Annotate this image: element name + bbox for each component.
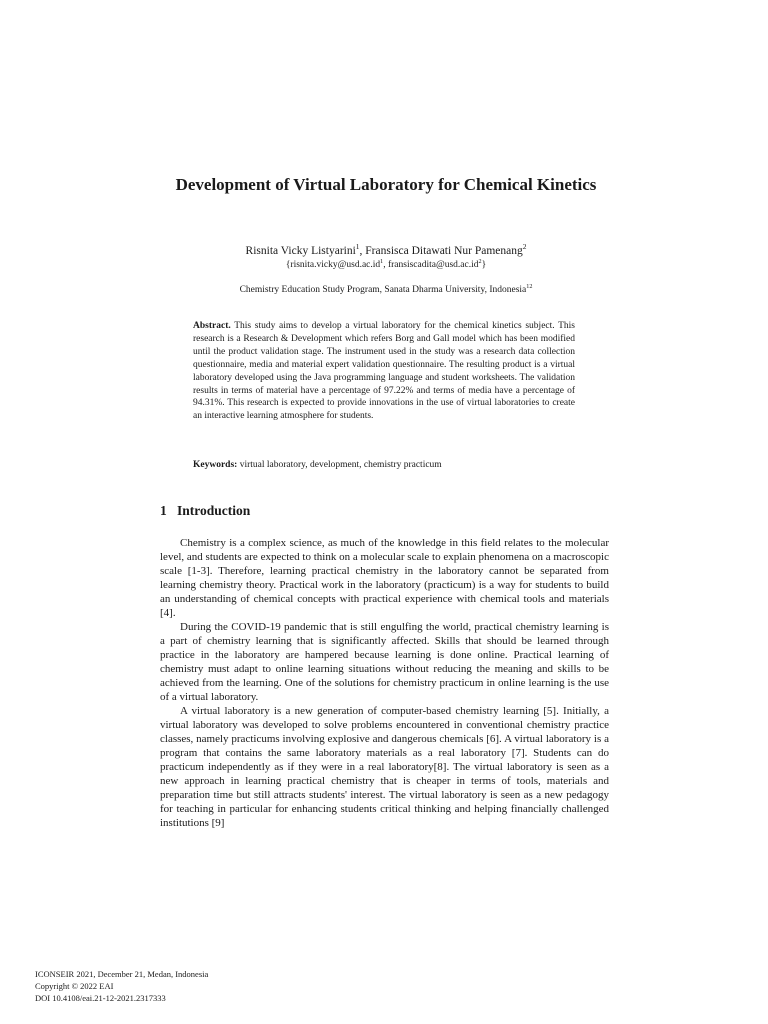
section-heading [160, 502, 250, 520]
footer-conference: ICONSEIR 2021, December 21, Medan, Indonesia [35, 969, 209, 979]
email-link[interactable]: fransiscadita@usd.ac.id [387, 260, 479, 270]
paper-title: Development of Virtual Laboratory for Chemical Kinetics [175, 175, 597, 194]
affiliation [160, 284, 612, 297]
footer-copyright: Copyright © 2022 EAI [35, 981, 114, 991]
author-separator: , [359, 245, 366, 257]
section-body [160, 536, 609, 830]
abstract-label: Abstract. [193, 321, 231, 331]
email-affiliation-mark: 2 [478, 258, 482, 265]
author-name: Risnita Vicky Listyarini [245, 245, 356, 257]
affiliation-text: Chemistry Education Study Program, Sanata Dharma University, Indonesia [239, 285, 527, 295]
author-emails [160, 259, 612, 272]
page-footer [35, 968, 208, 1004]
body-paragraph: A virtual laboratory is a new generation of computer-based chemistry learning [5]. Initially, a virtual laboratory was developed to solve problems encountered in conventional chemistry practice classes, namely practicums involving explosive and dangerous chemicals [6]. A virtual laboratory is a program that contains the same laboratory materials as a real laboratory [7]. Students can do practicum independently as if they were in a real laboratory[8]. The virtual laboratory is seen as a new approach in learning practical chemistry that is cheaper in terms of tools, materials and preparation time but still attracts students' interest. The virtual laboratory is seen as a new pedagogy for teaching in particular for enhancing students critical thinking and helping financially challenged institutions [9] [160, 705, 609, 829]
email-brace-close: } [481, 260, 487, 270]
author-affiliation-mark: 1 [355, 242, 360, 252]
body-paragraph: During the COVID-19 pandemic that is still engulfing the world, practical chemistry learning is a part of chemistry learning that is significantly affected. Skills that should be learned through practice in the laboratory are hampered because learning is done online. Practical learning of chemistry must adapt to online learning situations without reducing the meaning and skills to be achieved from the learning. One of the solutions for chemistry practicum in online learning is the use of a virtual laboratory. [160, 621, 609, 703]
abstract [193, 320, 575, 423]
email-brace-open: { [285, 260, 291, 270]
abstract-text: This study aims to develop a virtual laboratory for the chemical kinetics subject. This research is a Research & Development which refers Borg and Gall model which has been modified until the product validation stage. The instrument used in the study was a research data collection questionnaire, media and material expert validation questionnaire. The resulting product is a virtual laboratory developed using the Java programming language and student worksheets. The validation results in terms of material have a percentage of 97.22% and terms of media have a percentage of 94.31%. This research is expected to provide innovations in the use of virtual laboratories to create an interactive learning atmosphere for students. [193, 321, 575, 422]
author-affiliation-mark: 2 [522, 242, 527, 252]
email-separator: , [383, 260, 388, 270]
footer-doi: DOI 10.4108/eai.21-12-2021.2317333 [35, 993, 166, 1003]
keywords-text: virtual laboratory, development, chemistry practicum [239, 460, 442, 470]
body-paragraph: Chemistry is a complex science, as much of the knowledge in this field relates to the molecular level, and students are expected to think on a molecular scale to explain phenomena on a macroscopic scale [1-3]. Therefore, learning practical chemistry in the laboratory cannot be separated from learning chemistry theory. Practical work in the laboratory (practicum) is a way for students to build an understanding of chemical concepts with practical experience with chemical tools and materials [4]. [160, 537, 609, 619]
email-affiliation-mark: 1 [380, 258, 384, 265]
author-name: Fransisca Ditawati Nur Pamenang [365, 245, 523, 257]
section-title: Introduction [177, 503, 251, 518]
email-link[interactable]: risnita.vicky@usd.ac.id [290, 260, 381, 270]
keywords-label: Keywords: [193, 460, 238, 470]
keywords [193, 459, 575, 472]
author-line [160, 244, 612, 259]
section-number: 1 [160, 503, 167, 518]
affiliation-mark: 12 [526, 283, 533, 290]
